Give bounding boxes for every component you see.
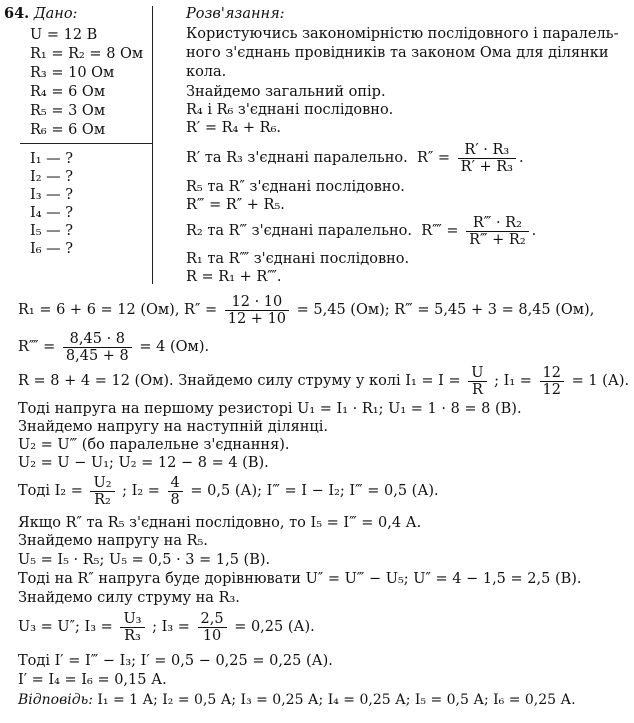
calc-text: R⁗ = [18,339,56,355]
fraction-denominator: 12 [542,381,561,398]
calc-text: = 0,5 (А); I‴ = I − I₂; I‴ = 0,5 (А). [190,483,439,499]
calc-row [18,610,315,644]
given-item: R₆ = 6 Ом [30,122,106,138]
fraction [458,142,516,175]
fraction-numerator: U₃ [120,611,144,628]
fraction-numerator: U [468,365,486,382]
answer-label: Відповідь: [18,692,93,708]
fraction [466,215,529,248]
fraction-denominator: R [471,381,483,398]
calc-line: Тоді на R″ напруга буде дорівнювати U″ = U‴ − U₅; U″ = 4 − 1,5 = 2,5 (В). [18,571,582,587]
calc-text: ; I₂ = [122,483,160,499]
problem-header [4,5,77,23]
fraction-denominator: 8,45 + 8 [65,347,129,364]
fraction [225,294,289,327]
calc-line: Тоді напруга на першому резисторі U₁ = I₁ · R₁; U₁ = 1 · 8 = 8 (В). [18,401,522,417]
solution-formula: R = R₁ + R⁗. [186,269,282,285]
fraction-numerator: 12 · 10 [225,294,289,311]
fraction-denominator: R₃ [124,627,141,644]
fraction-numerator: R‴ · R₂ [466,215,529,232]
answer-text: I₁ = 1 А; I₂ = 0,5 А; I₃ = 0,25 А; I₄ = 0,25 А; I₅ = 0,5 А; I₆ = 0,25 А. [97,692,576,708]
given-item: R₅ = 3 Ом [30,103,106,119]
solution-line: R′ та R₃ з'єднані паралельно. [186,150,408,166]
column-divider [152,6,153,284]
calc-row [18,474,439,508]
fraction-numerator: 2,5 [198,611,227,628]
fraction [120,611,144,644]
fraction-numerator: 8,45 · 8 [63,331,132,348]
find-item: I₄ — ? [30,205,74,221]
fraction-numerator: R′ · R₃ [458,142,516,159]
calc-text: = 1 (А). [571,373,630,389]
fraction [90,475,114,508]
calc-text: = 4 (Ом). [139,339,210,355]
calc-line: U₂ = U‴ (бо паралельне з'єднання). [18,437,290,453]
fraction-denominator: R′ + R₃ [460,158,513,175]
calc-text: R = 8 + 4 = 12 (Ом). Знайдемо силу струму у колі I₁ = I = [18,373,461,389]
given-item: R₃ = 10 Ом [30,65,115,81]
formula-label: R⁗ = [421,223,459,239]
solution-line: R₅ та R″ з'єднані послідовно. [186,179,405,195]
calc-text: Тоді I₂ = [18,483,83,499]
given-divider [20,143,152,144]
fraction [168,475,183,508]
fraction [540,365,564,398]
calc-line: I′ = I₄ = I₆ = 0,15 А. [18,672,167,688]
solution-intro: Користуючись закономірністю послідовного і паралель- [186,26,619,42]
calc-text: ; I₃ = [152,619,190,635]
given-item: R₁ = R₂ = 8 Ом [30,46,144,62]
solution-formula-row: R′ та R₃ з'єднані паралельно. R″ = $\frac{\text{R′ · R₃}}{\text{R′ + R₃}}$ . [186,141,524,175]
calc-line: Знайдемо напругу на R₅. [18,533,208,549]
calc-row [18,293,594,327]
fraction-denominator: 10 [202,627,222,644]
fraction-numerator: 4 [168,475,183,492]
find-item: I₂ — ? [30,169,74,185]
calc-text: R₁ = 6 + 6 = 12 (Ом), R″ = [18,302,218,318]
calc-line: U₂ = U − U₁; U₂ = 12 − 8 = 4 (В). [18,455,269,471]
given-item: R₄ = 6 Ом [30,84,106,100]
formula-label: R″ = [416,150,451,166]
calc-row [18,330,209,364]
calc-line: Тоді I′ = I‴ − I₃; I′ = 0,5 − 0,25 = 0,25 (А). [18,653,333,669]
calc-line: Якщо R″ та R₅ з'єднані послідовно, то I₅ = I‴ = 0,4 А. [18,515,422,531]
solution-line: Знайдемо загальний опір. [186,84,386,100]
given-item: U = 12 В [30,27,98,43]
find-item: I₃ — ? [30,187,74,203]
fraction [198,611,227,644]
solution-formula-row: R₂ та R‴ з'єднані паралельно. R⁗ = $\frac{\text{R‴ · R₂}}{\text{R‴ + R₂}}$ . [186,214,537,248]
solution-formula: R‴ = R″ + R₅. [186,197,285,213]
solution-formula: R′ = R₄ + R₆. [186,120,282,136]
given-label: Дано: [33,6,78,22]
solution-intro: кола. [186,64,227,80]
problem-number: 64. [4,5,30,22]
solution-line: R₄ і R₆ з'єднані послідовно. [186,102,394,118]
fraction-numerator: U₂ [90,475,114,492]
find-item: I₅ — ? [30,223,74,239]
fraction-denominator: 8 [170,491,180,508]
fraction-denominator: R₂ [94,491,111,508]
solution-intro: ного з'єднань провідників та законом Ома для ділянки [186,45,609,61]
calc-text: = 5,45 (Ом); R‴ = 5,45 + 3 = 8,45 (Ом), [296,302,595,318]
find-item: I₆ — ? [30,241,74,257]
calc-line: U₅ = I₅ · R₅; U₅ = 0,5 · 3 = 1,5 (В). [18,552,271,568]
calc-text: = 0,25 (А). [234,619,315,635]
calc-line: Знайдемо напругу на наступній ділянці. [18,419,328,435]
fraction [63,331,132,364]
fraction-numerator: 12 [540,365,564,382]
calc-text: U₃ = U″; I₃ = [18,619,113,635]
calc-text: ; I₁ = [494,373,532,389]
solution-label: Розв'язання: [186,6,285,22]
calc-line: Знайдемо силу струму на R₃. [18,590,240,606]
solution-line: R₁ та R⁗ з'єднані послідовно. [186,251,410,267]
fraction-denominator: 12 + 10 [227,310,287,327]
fraction [468,365,486,398]
answer-line [18,691,576,709]
fraction-denominator: R‴ + R₂ [469,231,526,248]
calc-row [18,364,629,398]
solution-line: R₂ та R‴ з'єднані паралельно. [186,223,412,239]
find-item: I₁ — ? [30,151,74,167]
